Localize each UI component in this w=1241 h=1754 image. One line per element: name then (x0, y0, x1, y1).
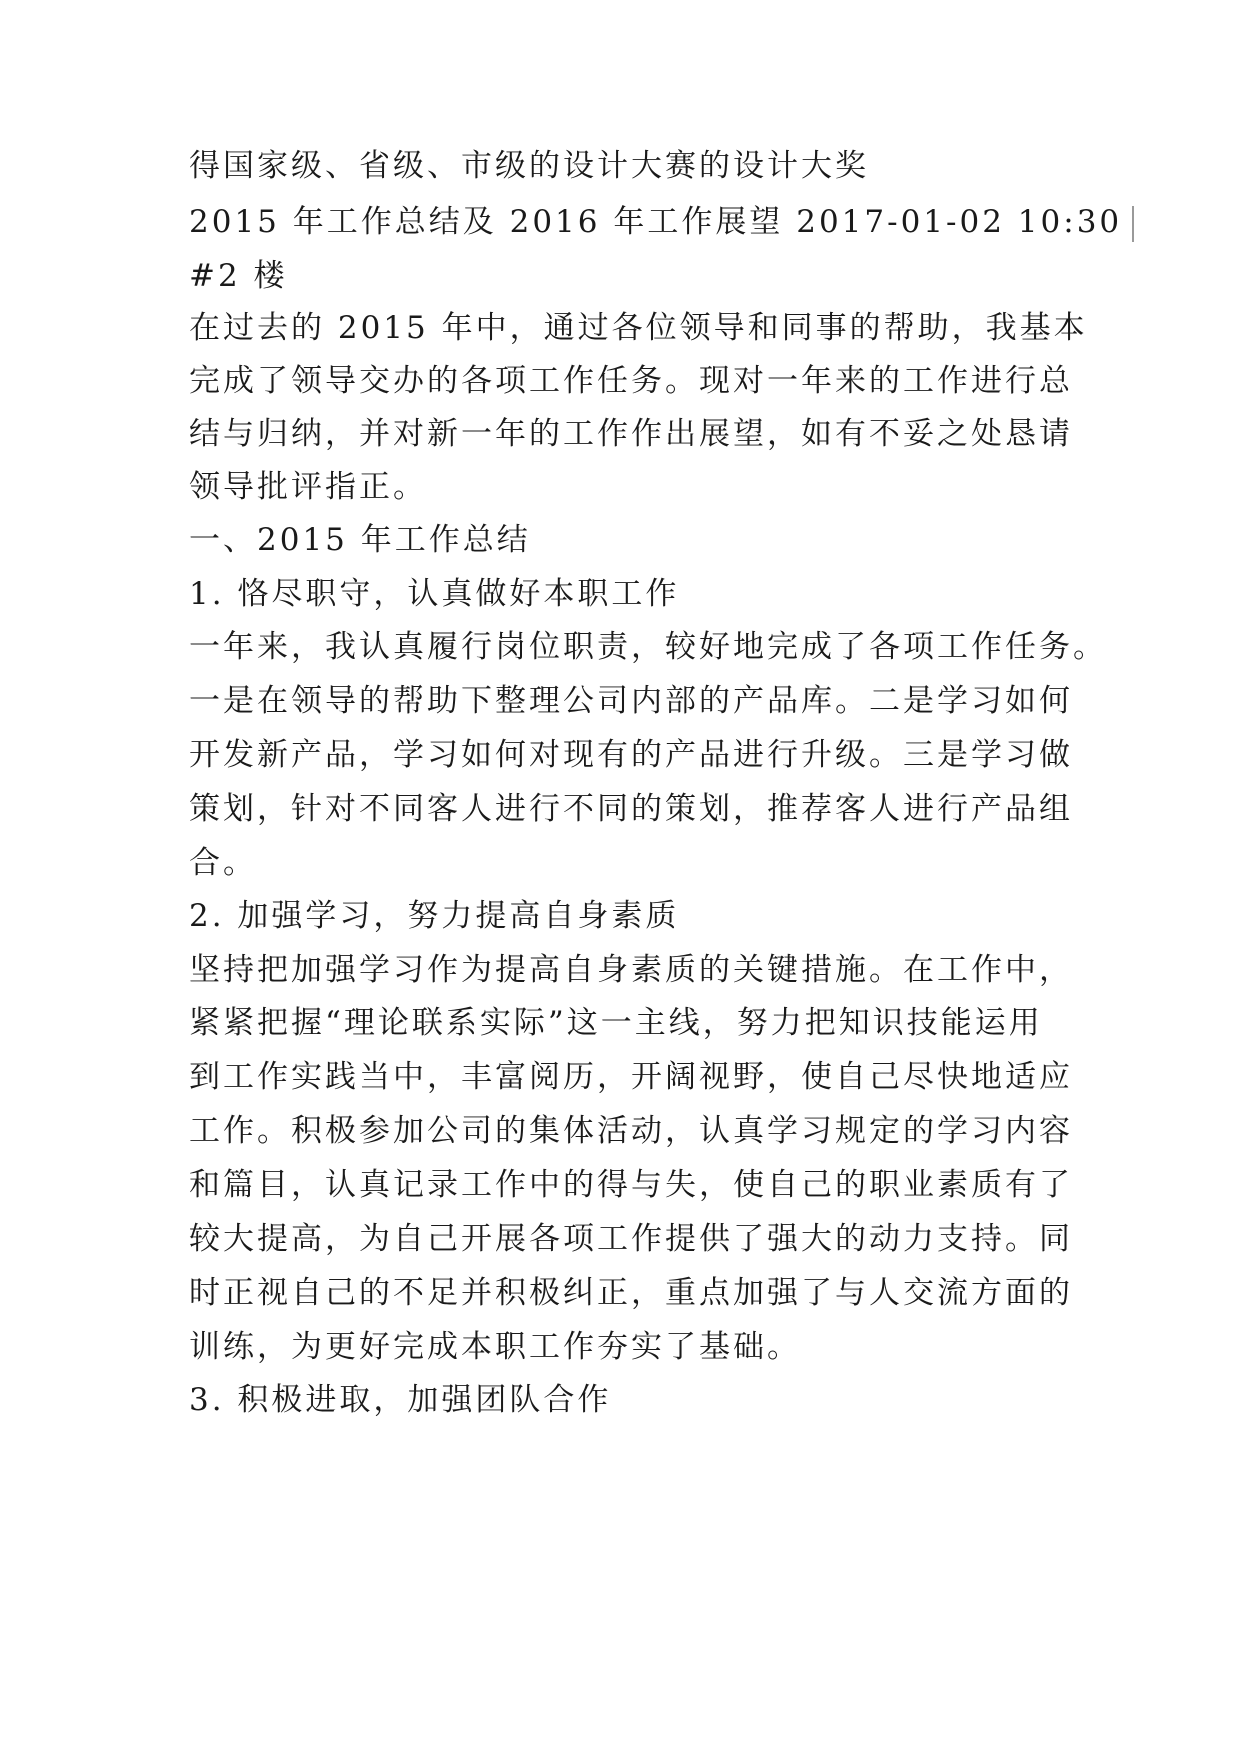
item2-line-5: 和篇目，认真记录工作中的得与失，使自己的职业素质有了 (189, 1167, 1073, 1203)
intro-line-3: 结与归纳，并对新一年的工作作出展望，如有不妥之处恳请 (189, 416, 1073, 452)
item2-line-2: 紧紧把握“理论联系实际”这一主线，努力把知识技能运用 (189, 1005, 1043, 1041)
item1-line-5: 合。 (189, 845, 257, 881)
header-separator (1132, 206, 1134, 242)
floor-label: #2 楼 (189, 258, 288, 294)
item1-line-4: 策划，针对不同客人进行不同的策划，推荐客人进行产品组 (189, 791, 1073, 827)
item1-line-2: 一是在领导的帮助下整理公司内部的产品库。二是学习如何 (189, 683, 1073, 719)
item2-line-4: 工作。积极参加公司的集体活动，认真学习规定的学习内容 (189, 1113, 1073, 1149)
item2-line-8: 训练，为更好完成本职工作夯实了基础。 (189, 1329, 801, 1365)
intro-line-1: 在过去的 2015 年中，通过各位领导和同事的帮助，我基本 (189, 310, 1088, 346)
item1-line-1: 一年来，我认真履行岗位职责，较好地完成了各项工作任务。 (189, 629, 1107, 665)
section-heading: 一、2015 年工作总结 (189, 522, 531, 558)
item2-line-6: 较大提高，为自己开展各项工作提供了强大的动力支持。同 (189, 1221, 1073, 1257)
intro-line-2: 完成了领导交办的各项工作任务。现对一年来的工作进行总 (189, 363, 1073, 399)
item2-line-1: 坚持把加强学习作为提高自身素质的关键措施。在工作中， (189, 952, 1073, 988)
item2-heading: 2. 加强学习，努力提高自身素质 (189, 898, 680, 934)
post-header-line (189, 202, 1134, 242)
post-timestamp: 2017-01-02 10:30 (796, 204, 1123, 240)
item1-line-3: 开发新产品，学习如何对现有的产品进行升级。三是学习做 (189, 737, 1073, 773)
item1-heading: 1. 恪尽职守，认真做好本职工作 (189, 576, 680, 612)
item2-line-3: 到工作实践当中，丰富阅历，开阔视野，使自己尽快地适应 (189, 1059, 1073, 1095)
award-line: 得国家级、省级、市级的设计大赛的设计大奖 (189, 148, 869, 184)
post-title: 2015 年工作总结及 2016 年工作展望 (189, 204, 784, 240)
item3-heading: 3. 积极进取，加强团队合作 (189, 1382, 612, 1418)
item2-line-7: 时正视自己的不足并积极纠正，重点加强了与人交流方面的 (189, 1275, 1073, 1311)
intro-line-4: 领导批评指正。 (189, 469, 427, 505)
